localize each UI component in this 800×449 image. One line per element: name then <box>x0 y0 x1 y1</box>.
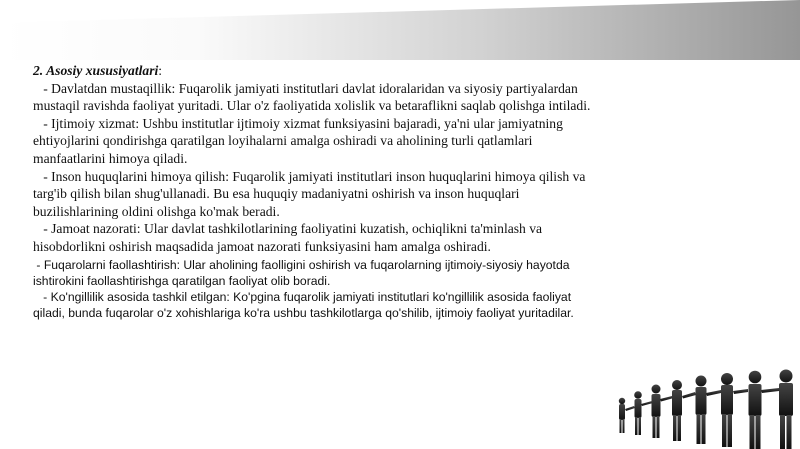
slide-content <box>33 62 598 321</box>
paragraph-public-control: - Jamoat nazorati: Ular davlat tashkilotlarining faoliyatini kuzatish, ochiqlikni ta'minlash va hisobdorlikni oshirish maqsadida jamoat nazorati funksiyasini ham amalga oshiradi. <box>33 221 546 254</box>
silhouette-group <box>619 370 793 449</box>
paragraph-volunteering: - Ko'ngillilik asosida tashkil etilgan: Ko'pgina fuqarolik jamiyati institutlari ko'ngillilik asosida faoliyat qiladi, bunda fuqarolar o'z xohishlariga ko'ra ushbu tashkilotlarga qo'shilib, ijtimoiy faoliyat yuritadilar. <box>33 289 575 321</box>
paragraph-citizen-activation: - Fuqarolarni faollashtirish: Ular aholining faolligini oshirish va fuqarolarning ijtimoiy-siyosiy hayotda ishtirokini faollashtirishga qaratilgan faoliyat olib boradi. <box>33 257 573 288</box>
people-silhouette-image <box>600 359 800 449</box>
paragraph-social-service: - Ijtimoiy xizmat: Ushbu institutlar ijtimoiy xizmat funksiyasini bajaradi, ya'ni ular jamiyatning ehtiyojlarini qondirishga qaratilgan loyihalarni amalga oshiradi va aholining turli qatlamlari manfaatlarini himoya qiladi. <box>33 115 567 166</box>
top-gradient-band <box>0 0 800 60</box>
paragraph-independence: - Davlatdan mustaqillik: Fuqarolik jamiyati institutlari davlat idoralaridan va siyosiy partiyalardan mustaqil ravishda faoliyat yuritadi. Ular o'z faoliyatida xolislik va betaraflikni saqlab qolishga intiladi. <box>33 80 591 114</box>
heading-title: 2. Asosiy xususiyatlari <box>33 63 159 78</box>
paragraph-human-rights: - Inson huquqlarini himoya qilish: Fuqarolik jamiyati institutlari inson huquqlarini himoya qilish va targ'ib qilish bilan shug'ullanadi. Bu esa huquqiy madaniyatni oshirish va inson huquqlari buzilishlarining oldini olishga ko'mak beradi. <box>33 168 589 219</box>
heading-colon: : <box>158 63 163 78</box>
section-heading <box>33 62 598 80</box>
